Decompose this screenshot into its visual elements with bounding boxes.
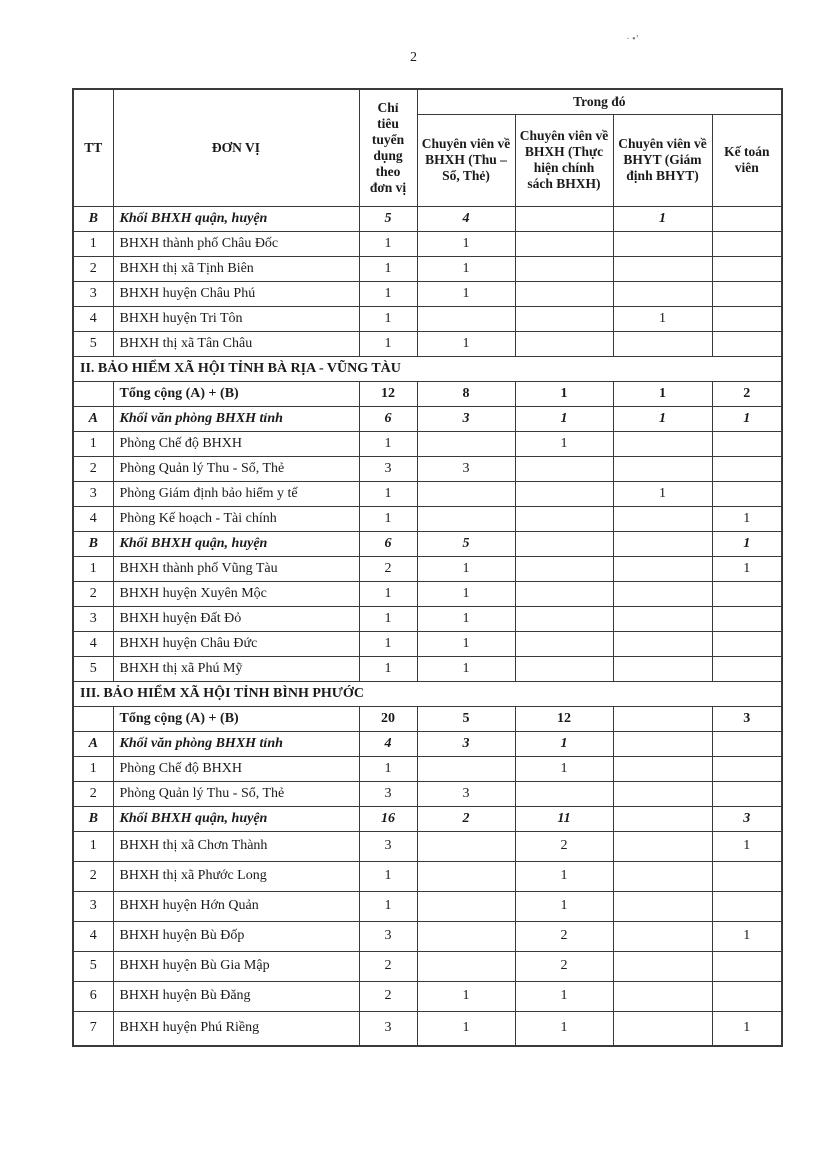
cell-quota: 1 xyxy=(359,891,417,921)
cell-ke-toan xyxy=(712,891,782,921)
cell-thu-so-the xyxy=(417,891,515,921)
cell-thu-so-the xyxy=(417,306,515,331)
cell-unit-name: BHXH huyện Đất Đỏ xyxy=(113,606,359,631)
cell-unit-name: Khối BHXH quận, huyện xyxy=(113,806,359,831)
cell-ke-toan xyxy=(712,731,782,756)
table-row xyxy=(73,431,782,456)
cell-bhyt xyxy=(613,656,712,681)
cell-chinh-sach xyxy=(515,456,613,481)
cell-tt: 3 xyxy=(73,481,113,506)
cell-chinh-sach: 2 xyxy=(515,831,613,861)
cell-unit-name: Phòng Chế độ BHXH xyxy=(113,431,359,456)
table-row xyxy=(73,891,782,921)
cell-thu-so-the: 1 xyxy=(417,556,515,581)
cell-thu-so-the: 1 xyxy=(417,606,515,631)
header-breakdown: Trong đó xyxy=(417,89,782,114)
cell-thu-so-the: 8 xyxy=(417,381,515,406)
cell-quota: 3 xyxy=(359,781,417,806)
cell-bhyt xyxy=(613,531,712,556)
cell-unit-name: Phòng Quản lý Thu - Sổ, Thẻ xyxy=(113,781,359,806)
cell-ke-toan: 1 xyxy=(712,406,782,431)
cell-bhyt xyxy=(613,891,712,921)
cell-chinh-sach xyxy=(515,556,613,581)
cell-chinh-sach: 2 xyxy=(515,951,613,981)
table-row xyxy=(73,756,782,781)
cell-quota: 5 xyxy=(359,206,417,231)
cell-bhyt xyxy=(613,631,712,656)
cell-thu-so-the: 1 xyxy=(417,981,515,1011)
cell-thu-so-the xyxy=(417,861,515,891)
cell-thu-so-the: 1 xyxy=(417,656,515,681)
cell-quota: 6 xyxy=(359,406,417,431)
cell-unit-name: BHXH huyện Bù Gia Mập xyxy=(113,951,359,981)
cell-quota: 20 xyxy=(359,706,417,731)
table-row xyxy=(73,581,782,606)
cell-unit-name: BHXH huyện Châu Phú xyxy=(113,281,359,306)
cell-quota: 2 xyxy=(359,951,417,981)
cell-ke-toan: 3 xyxy=(712,806,782,831)
cell-ke-toan xyxy=(712,306,782,331)
cell-thu-so-the: 3 xyxy=(417,731,515,756)
cell-unit-name: BHXH huyện Xuyên Mộc xyxy=(113,581,359,606)
table-row xyxy=(73,256,782,281)
cell-bhyt xyxy=(613,756,712,781)
cell-tt: 6 xyxy=(73,981,113,1011)
cell-chinh-sach xyxy=(515,331,613,356)
cell-thu-so-the: 1 xyxy=(417,231,515,256)
cell-chinh-sach xyxy=(515,206,613,231)
section-row xyxy=(73,681,782,706)
cell-bhyt xyxy=(613,331,712,356)
table-row xyxy=(73,556,782,581)
cell-bhyt: 1 xyxy=(613,481,712,506)
cell-tt: 3 xyxy=(73,891,113,921)
cell-unit-name: BHXH thị xã Tân Châu xyxy=(113,331,359,356)
cell-quota: 1 xyxy=(359,306,417,331)
cell-tt: A xyxy=(73,731,113,756)
cell-bhyt xyxy=(613,1011,712,1046)
cell-bhyt: 1 xyxy=(613,206,712,231)
cell-tt: B xyxy=(73,206,113,231)
cell-unit-name: Phòng Giám định bảo hiểm y tế xyxy=(113,481,359,506)
cell-thu-so-the: 3 xyxy=(417,781,515,806)
cell-quota: 1 xyxy=(359,506,417,531)
cell-quota: 1 xyxy=(359,581,417,606)
cell-bhyt: 1 xyxy=(613,306,712,331)
cell-tt: B xyxy=(73,806,113,831)
cell-thu-so-the xyxy=(417,481,515,506)
cell-unit-name: Phòng Quản lý Thu - Sổ, Thẻ xyxy=(113,456,359,481)
group-row xyxy=(73,806,782,831)
cell-tt: 5 xyxy=(73,951,113,981)
cell-thu-so-the xyxy=(417,756,515,781)
table-row xyxy=(73,631,782,656)
cell-thu-so-the: 3 xyxy=(417,406,515,431)
cell-bhyt xyxy=(613,981,712,1011)
cell-chinh-sach xyxy=(515,606,613,631)
cell-quota: 1 xyxy=(359,861,417,891)
cell-chinh-sach: 12 xyxy=(515,706,613,731)
cell-chinh-sach xyxy=(515,506,613,531)
cell-unit-name: Tổng cộng (A) + (B) xyxy=(113,706,359,731)
cell-bhyt xyxy=(613,256,712,281)
total-row xyxy=(73,706,782,731)
cell-chinh-sach: 1 xyxy=(515,1011,613,1046)
header-quota: Chỉ tiêu tuyển dụng theo đơn vị xyxy=(359,89,417,206)
cell-quota: 1 xyxy=(359,281,417,306)
cell-bhyt xyxy=(613,706,712,731)
scan-specks: · •’ xyxy=(626,34,639,45)
cell-chinh-sach: 1 xyxy=(515,731,613,756)
table-row xyxy=(73,456,782,481)
cell-ke-toan xyxy=(712,581,782,606)
cell-unit-name: BHXH huyện Bù Đốp xyxy=(113,921,359,951)
cell-chinh-sach xyxy=(515,306,613,331)
group-row xyxy=(73,531,782,556)
cell-quota: 1 xyxy=(359,331,417,356)
cell-tt: 4 xyxy=(73,506,113,531)
header-tt: TT xyxy=(73,89,113,206)
table-row xyxy=(73,656,782,681)
cell-chinh-sach: 1 xyxy=(515,891,613,921)
cell-unit-name: BHXH thị xã Phước Long xyxy=(113,861,359,891)
cell-chinh-sach xyxy=(515,481,613,506)
cell-bhyt xyxy=(613,506,712,531)
cell-unit-name: BHXH huyện Châu Đức xyxy=(113,631,359,656)
cell-unit-name: BHXH thành phố Châu Đốc xyxy=(113,231,359,256)
cell-tt: 3 xyxy=(73,281,113,306)
cell-quota: 1 xyxy=(359,256,417,281)
table-row xyxy=(73,306,782,331)
cell-ke-toan: 1 xyxy=(712,831,782,861)
cell-quota: 1 xyxy=(359,606,417,631)
table-row xyxy=(73,781,782,806)
cell-thu-so-the: 1 xyxy=(417,631,515,656)
table-row xyxy=(73,831,782,861)
cell-quota: 1 xyxy=(359,631,417,656)
cell-quota: 3 xyxy=(359,456,417,481)
header-col-ke-toan: Kế toán viên xyxy=(712,114,782,206)
table-row xyxy=(73,331,782,356)
cell-thu-so-the: 4 xyxy=(417,206,515,231)
cell-ke-toan xyxy=(712,981,782,1011)
cell-chinh-sach xyxy=(515,781,613,806)
cell-bhyt xyxy=(613,281,712,306)
cell-ke-toan: 1 xyxy=(712,506,782,531)
cell-tt xyxy=(73,381,113,406)
cell-unit-name: Khối BHXH quận, huyện xyxy=(113,206,359,231)
cell-tt: 4 xyxy=(73,921,113,951)
header-col-chinh-sach: Chuyên viên về BHXH (Thực hiện chính sách BHXH) xyxy=(515,114,613,206)
cell-quota: 2 xyxy=(359,556,417,581)
cell-chinh-sach xyxy=(515,256,613,281)
cell-thu-so-the: 5 xyxy=(417,706,515,731)
header-col-bhyt: Chuyên viên về BHYT (Giám định BHYT) xyxy=(613,114,712,206)
cell-unit-name: Khối văn phòng BHXH tỉnh xyxy=(113,406,359,431)
table-row xyxy=(73,921,782,951)
cell-unit-name: BHXH huyện Hớn Quản xyxy=(113,891,359,921)
section-title: II. BẢO HIỂM XÃ HỘI TỈNH BÀ RỊA - VŨNG TÀU xyxy=(73,356,782,381)
cell-chinh-sach xyxy=(515,581,613,606)
cell-tt: 2 xyxy=(73,256,113,281)
table-row xyxy=(73,506,782,531)
cell-ke-toan xyxy=(712,756,782,781)
cell-bhyt xyxy=(613,431,712,456)
cell-ke-toan xyxy=(712,206,782,231)
cell-thu-so-the xyxy=(417,951,515,981)
cell-ke-toan: 1 xyxy=(712,1011,782,1046)
cell-chinh-sach: 1 xyxy=(515,861,613,891)
cell-chinh-sach xyxy=(515,231,613,256)
cell-quota: 16 xyxy=(359,806,417,831)
cell-quota: 1 xyxy=(359,481,417,506)
cell-ke-toan: 1 xyxy=(712,531,782,556)
cell-unit-name: BHXH thị xã Chơn Thành xyxy=(113,831,359,861)
cell-unit-name: BHXH huyện Phú Riềng xyxy=(113,1011,359,1046)
cell-quota: 2 xyxy=(359,981,417,1011)
cell-thu-so-the xyxy=(417,921,515,951)
cell-tt: 2 xyxy=(73,861,113,891)
group-row xyxy=(73,206,782,231)
cell-unit-name: BHXH thành phố Vũng Tàu xyxy=(113,556,359,581)
cell-ke-toan xyxy=(712,861,782,891)
cell-bhyt: 1 xyxy=(613,406,712,431)
section-row xyxy=(73,356,782,381)
cell-bhyt xyxy=(613,581,712,606)
cell-ke-toan xyxy=(712,656,782,681)
cell-chinh-sach xyxy=(515,531,613,556)
table-row xyxy=(73,981,782,1011)
table-row xyxy=(73,231,782,256)
cell-quota: 6 xyxy=(359,531,417,556)
cell-quota: 3 xyxy=(359,921,417,951)
cell-thu-so-the: 5 xyxy=(417,531,515,556)
cell-ke-toan: 2 xyxy=(712,381,782,406)
cell-chinh-sach: 1 xyxy=(515,756,613,781)
cell-thu-so-the: 1 xyxy=(417,331,515,356)
cell-tt: 4 xyxy=(73,306,113,331)
cell-bhyt xyxy=(613,951,712,981)
cell-tt: 2 xyxy=(73,581,113,606)
cell-ke-toan xyxy=(712,456,782,481)
cell-tt: 1 xyxy=(73,756,113,781)
cell-bhyt xyxy=(613,781,712,806)
cell-thu-so-the xyxy=(417,831,515,861)
cell-bhyt xyxy=(613,556,712,581)
cell-bhyt xyxy=(613,806,712,831)
cell-tt: 5 xyxy=(73,656,113,681)
cell-ke-toan: 1 xyxy=(712,921,782,951)
group-row xyxy=(73,731,782,756)
cell-quota: 3 xyxy=(359,831,417,861)
cell-thu-so-the: 3 xyxy=(417,456,515,481)
cell-ke-toan xyxy=(712,281,782,306)
page-number: 2 xyxy=(410,50,417,65)
total-row xyxy=(73,381,782,406)
cell-chinh-sach: 1 xyxy=(515,981,613,1011)
cell-ke-toan xyxy=(712,606,782,631)
cell-chinh-sach: 11 xyxy=(515,806,613,831)
cell-thu-so-the: 2 xyxy=(417,806,515,831)
table-row xyxy=(73,606,782,631)
cell-ke-toan: 1 xyxy=(712,556,782,581)
cell-bhyt xyxy=(613,606,712,631)
cell-tt: A xyxy=(73,406,113,431)
cell-ke-toan xyxy=(712,256,782,281)
cell-unit-name: BHXH huyện Bù Đăng xyxy=(113,981,359,1011)
cell-tt: 1 xyxy=(73,831,113,861)
cell-bhyt xyxy=(613,231,712,256)
cell-chinh-sach xyxy=(515,656,613,681)
cell-chinh-sach: 1 xyxy=(515,431,613,456)
header-col-thu-so-the: Chuyên viên về BHXH (Thu – Sổ, Thẻ) xyxy=(417,114,515,206)
cell-quota: 12 xyxy=(359,381,417,406)
header-unit: ĐƠN VỊ xyxy=(113,89,359,206)
table-row xyxy=(73,951,782,981)
cell-unit-name: BHXH huyện Tri Tôn xyxy=(113,306,359,331)
cell-tt: 2 xyxy=(73,456,113,481)
cell-unit-name: BHXH thị xã Phú Mỹ xyxy=(113,656,359,681)
section-title: III. BẢO HIỂM XÃ HỘI TỈNH BÌNH PHƯỚC xyxy=(73,681,782,706)
group-row xyxy=(73,406,782,431)
cell-unit-name: BHXH thị xã Tịnh Biên xyxy=(113,256,359,281)
cell-chinh-sach: 1 xyxy=(515,381,613,406)
cell-tt xyxy=(73,706,113,731)
cell-ke-toan xyxy=(712,481,782,506)
cell-tt: 2 xyxy=(73,781,113,806)
cell-ke-toan xyxy=(712,431,782,456)
cell-bhyt xyxy=(613,831,712,861)
cell-thu-so-the: 1 xyxy=(417,281,515,306)
cell-chinh-sach xyxy=(515,631,613,656)
cell-thu-so-the: 1 xyxy=(417,256,515,281)
cell-tt: 3 xyxy=(73,606,113,631)
cell-tt: 5 xyxy=(73,331,113,356)
table-body xyxy=(73,206,782,1046)
cell-quota: 1 xyxy=(359,656,417,681)
cell-ke-toan xyxy=(712,951,782,981)
cell-quota: 1 xyxy=(359,431,417,456)
cell-bhyt xyxy=(613,861,712,891)
cell-thu-so-the xyxy=(417,506,515,531)
cell-thu-so-the xyxy=(417,431,515,456)
cell-thu-so-the: 1 xyxy=(417,581,515,606)
table-row xyxy=(73,281,782,306)
cell-chinh-sach: 1 xyxy=(515,406,613,431)
table-row xyxy=(73,481,782,506)
cell-ke-toan xyxy=(712,331,782,356)
cell-tt: 1 xyxy=(73,231,113,256)
cell-quota: 1 xyxy=(359,231,417,256)
table-row xyxy=(73,1011,782,1046)
cell-tt: 4 xyxy=(73,631,113,656)
cell-ke-toan: 3 xyxy=(712,706,782,731)
cell-tt: 1 xyxy=(73,431,113,456)
cell-tt: 1 xyxy=(73,556,113,581)
cell-unit-name: Khối văn phòng BHXH tỉnh xyxy=(113,731,359,756)
cell-ke-toan xyxy=(712,631,782,656)
recruitment-quota-table xyxy=(72,88,783,1047)
cell-ke-toan xyxy=(712,231,782,256)
cell-tt: 7 xyxy=(73,1011,113,1046)
cell-unit-name: Phòng Kế hoạch - Tài chính xyxy=(113,506,359,531)
cell-unit-name: Phòng Chế độ BHXH xyxy=(113,756,359,781)
cell-bhyt xyxy=(613,921,712,951)
cell-quota: 4 xyxy=(359,731,417,756)
cell-chinh-sach: 2 xyxy=(515,921,613,951)
table-row xyxy=(73,861,782,891)
cell-quota: 1 xyxy=(359,756,417,781)
cell-bhyt xyxy=(613,731,712,756)
cell-quota: 3 xyxy=(359,1011,417,1046)
cell-chinh-sach xyxy=(515,281,613,306)
cell-bhyt xyxy=(613,456,712,481)
cell-ke-toan xyxy=(712,781,782,806)
cell-bhyt: 1 xyxy=(613,381,712,406)
cell-unit-name: Khối BHXH quận, huyện xyxy=(113,531,359,556)
cell-thu-so-the: 1 xyxy=(417,1011,515,1046)
cell-unit-name: Tổng cộng (A) + (B) xyxy=(113,381,359,406)
cell-tt: B xyxy=(73,531,113,556)
